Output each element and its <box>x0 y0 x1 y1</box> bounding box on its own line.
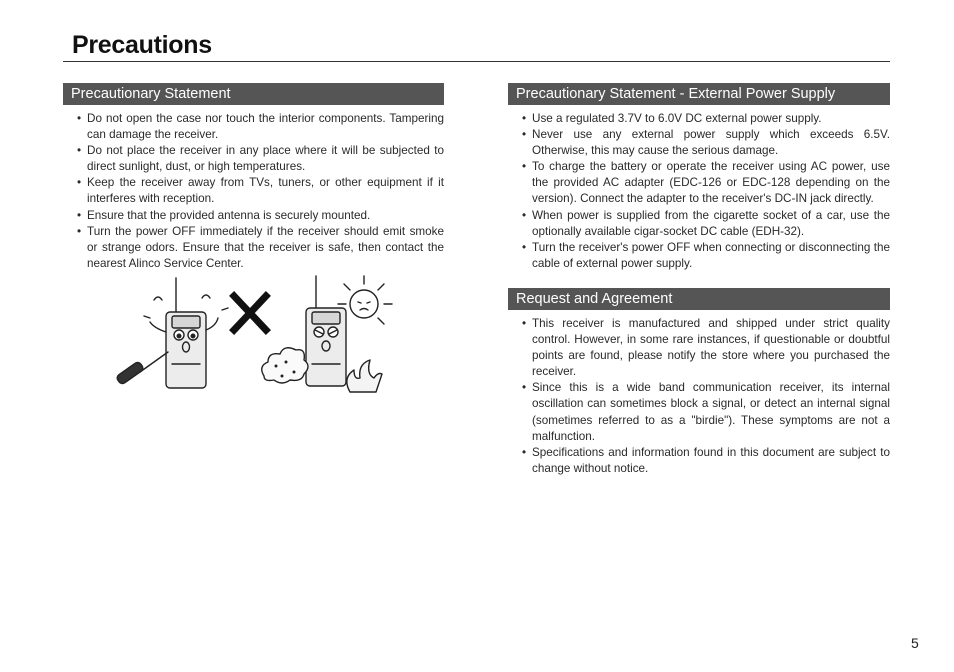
tampering-receiver-icon <box>116 278 228 388</box>
external-power-supply-section <box>508 83 890 477</box>
bullet-list <box>508 111 890 272</box>
bullet-icon: • <box>522 208 527 222</box>
list-item <box>63 208 444 224</box>
section-heading: Request and Agreement <box>508 288 890 310</box>
list-item-text: This receiver is manufactured and shipped under strict quality control. However, in some rare instances, if questionable or doubtful points are found, please notify the store where you purchased the receiver. <box>532 316 890 379</box>
warning-illustration <box>110 272 400 402</box>
prohibited-x-icon <box>234 296 266 330</box>
bullet-icon: • <box>522 112 527 125</box>
section-heading: Precautionary Statement - External Power Supply <box>508 83 890 105</box>
list-item-text: Ensure that the provided antenna is securely mounted. <box>87 208 371 222</box>
list-item-text: Use a regulated 3.7V to 6.0V DC external power supply. <box>532 112 822 125</box>
bullet-icon: • <box>77 112 82 125</box>
list-item-text: Since this is a wide band communication receiver, its internal oscillation can sometimes block a signal, or detect an internal signal (sometimes referred to as a "birdie"). These symptoms are not a malfunction. <box>532 381 890 443</box>
list-item-text: Turn the receiver's power OFF when connecting or disconnecting the cable of external power supply. <box>532 240 890 270</box>
list-item <box>508 445 890 477</box>
bullet-icon: • <box>77 176 82 190</box>
request-and-agreement-section <box>508 288 890 477</box>
section-heading: Precautionary Statement <box>63 83 444 105</box>
list-item <box>508 208 890 240</box>
list-item-text: Keep the receiver away from TVs, tuners, or other equipment if it interferes with reception. <box>87 176 444 206</box>
list-item-text: To charge the battery or operate the receiver using AC power, use the provided AC adapter (EDC-126 or EDC-128 depending on the version). Connect the adapter to the receiver's DC-IN jack directly. <box>532 160 890 206</box>
list-item <box>508 380 890 444</box>
bullet-icon: • <box>77 224 82 238</box>
list-item <box>508 316 890 380</box>
list-item-text: Specifications and information found in this document are subject to change without notice. <box>532 445 890 475</box>
list-item <box>63 224 444 272</box>
bullet-icon: • <box>522 316 527 330</box>
list-item <box>63 175 444 207</box>
title-divider <box>63 61 890 62</box>
list-item-text: When power is supplied from the cigarette socket of a car, use the optionally available cigar-socket DC cable (EDH-32). <box>532 208 890 238</box>
list-item-text: Turn the power OFF immediately if the receiver should emit smoke or strange odors. Ensure that the receiver is safe, then contact the nearest Alinco Service Center. <box>87 224 444 270</box>
list-item-text: Never use any external power supply which exceeds 6.5V. Otherwise, this may cause the serious damage. <box>532 128 890 158</box>
page-number: 5 <box>911 635 919 651</box>
list-item-text: Do not open the case nor touch the interior components. Tampering can damage the receiver. <box>87 112 444 142</box>
bullet-icon: • <box>77 208 82 222</box>
bullet-icon: • <box>77 144 82 158</box>
page-title: Precautions <box>72 31 212 59</box>
bullet-icon: • <box>522 160 527 174</box>
list-item <box>508 111 890 127</box>
bullet-icon: • <box>522 381 527 395</box>
list-item <box>508 240 890 272</box>
list-item <box>63 143 444 175</box>
list-item-text: Do not place the receiver in any place where it will be subjected to direct sunlight, dust, or high temperatures. <box>87 144 444 174</box>
bullet-icon: • <box>522 240 527 254</box>
bullet-icon: • <box>522 128 527 142</box>
bullet-list <box>63 111 444 272</box>
bullet-icon: • <box>522 445 527 459</box>
precautionary-statement-section <box>63 83 444 272</box>
list-item <box>508 127 890 159</box>
overheated-receiver-icon <box>262 276 392 392</box>
bullet-list <box>508 316 890 477</box>
list-item <box>508 159 890 207</box>
list-item <box>63 111 444 143</box>
